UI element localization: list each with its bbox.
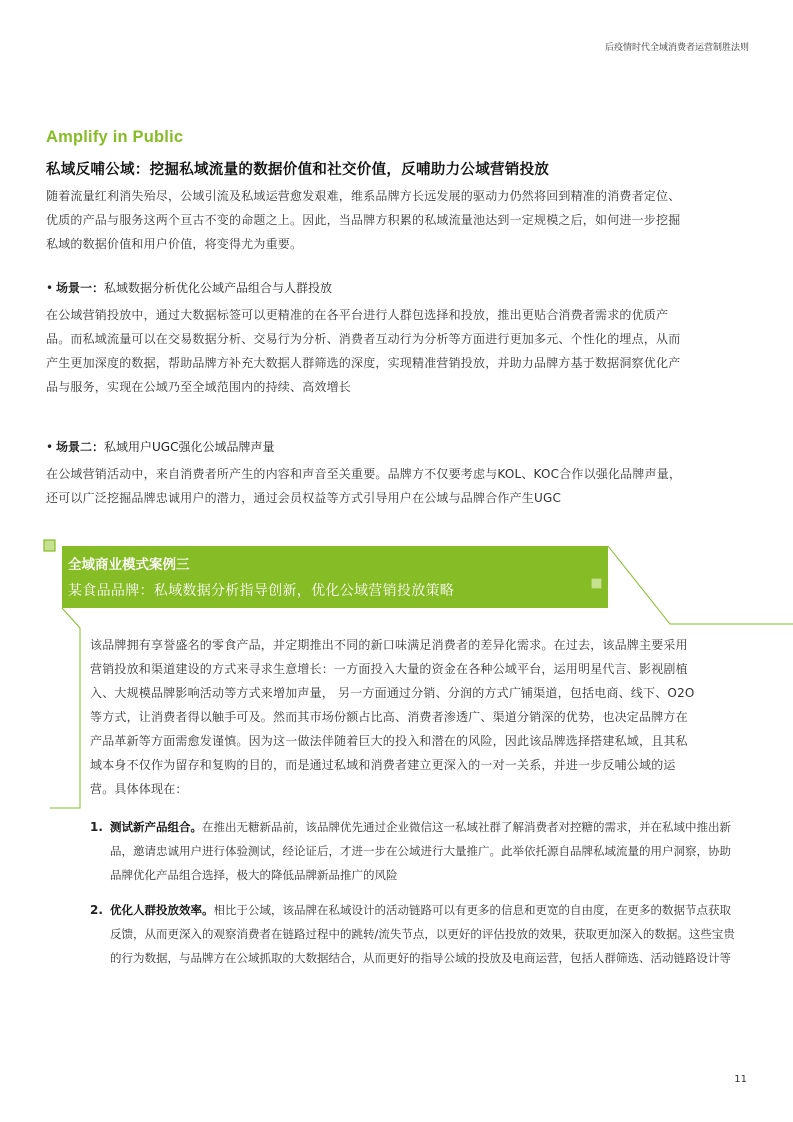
case-line: 营。具体体现在： [90, 782, 188, 796]
case-corner-square [44, 540, 55, 551]
item-body: 相比于公域，该品牌在私域设计的活动链路可以有更多的信息和更宽的自由度，在更多的数据节点获取反馈，从而更深入的观察消费者在链路过程中的跳转/流失节点，以更好的评估投放的效果，获取更加深入的数据。这些宝贵的行为数据，与品牌方在公域抓取的大数据结合，从而更好的指导公域的投放及电商运营，包括人群筛选、活动链路设计等 [110, 903, 735, 965]
case-right-line [608, 546, 793, 624]
case-line: 入、大规模品牌影响活动等方式来增加声量， 另一方面通过分销、分润的方式广铺渠道，包括电商、线下、O2O [90, 686, 695, 700]
case-line: 产品革新等方面需愈发谨慎。因为这一做法伴随着巨大的投入和潜在的风险，因此该品牌选择搭建私域，且其私 [90, 734, 688, 748]
case-line: 该品牌拥有享誉盛名的零食产品，并定期推出不同的新口味满足消费者的差异化需求。在过去，该品牌主要采用 [90, 638, 688, 652]
item-text [110, 898, 742, 970]
case-line: 营销投放和渠道建设的方式来寻求生意增长：一方面投入大量的资金在各种公域平台，运用明星代言、影视剧植 [90, 662, 688, 676]
item-number: 2. [90, 903, 103, 917]
scene-label: 场景二： [56, 440, 105, 454]
scene-line: 在公域营销投放中，通过大数据标签可以更精准的在各平台进行人群包选择和投放，推出更贴合消费者需求的优质产 [46, 308, 669, 322]
case-body [90, 633, 695, 801]
scene-line: 产生更加深度的数据，帮助品牌方补充大数据人群筛选的深度，实现精准营销投放，并助力品牌方基于数据洞察优化产 [46, 356, 681, 370]
scene-title: 私域数据分析优化公域产品组合与人群投放 [104, 281, 333, 295]
item-bold: 优化人群投放效率。 [110, 903, 214, 917]
scene-line: 在公域营销活动中，来自消费者所产生的内容和声音至关重要。品牌方不仅要考虑与KOL、KOC合作以强化品牌声量， [46, 467, 682, 481]
case-left-line [50, 608, 80, 808]
item-bold: 测试新产品组合。 [110, 820, 202, 834]
item-body: 在推出无糖新品前，该品牌优先通过企业微信这一私域社群了解消费者对控糖的需求，并在私域中推出新品，邀请忠诚用户进行体验测试，经论证后，才进一步在公域进行大量推广。此举依托源自品牌私域流量的用户洞察，协助品牌优化产品组合选择，极大的降低品牌新品推广的风险 [110, 820, 731, 882]
case-label: 全域商业模式案例三 [68, 557, 190, 573]
bullet-icon: • [46, 281, 54, 295]
case-line: 域本身不仅作为留存和复购的目的，而是通过私域和消费者建立更深入的一对一关系，并进一步反哺公域的运 [90, 758, 676, 772]
scene-line: 品。而私域流量可以在交易数据分析、交易行为分析、消费者互动行为分析等方面进行更加多元、个性化的埋点，从而 [46, 332, 681, 346]
scene-title: 私域用户UGC强化公域品牌声量 [104, 440, 275, 454]
scene-label: 场景一： [56, 281, 105, 295]
case-line: 等方式，让消费者得以触手可及。然而其市场份额占比高、消费者渗透广、渠道分销深的优势，也决定品牌方在 [90, 710, 688, 724]
item-number: 1. [90, 820, 103, 834]
section-title: Amplify in Public [46, 128, 184, 146]
bullet-icon: • [46, 440, 54, 454]
scene-line: 还可以广泛挖掘品牌忠诚用户的潜力，通过会员权益等方式引导用户在公域与品牌合作产生UGC [46, 491, 562, 505]
case-title: 某食品品牌：私域数据分析指导创新，优化公域营销投放策略 [68, 583, 455, 599]
item-text [110, 815, 742, 887]
scene-line: 品与服务，实现在公域乃至全域范围内的持续、高效增长 [46, 380, 352, 394]
intro-line: 优质的产品与服务这两个亘古不变的命题之上。因此，当品牌方积累的私域流量池达到一定规模之后，如何进一步挖掘 [46, 213, 681, 227]
section-headline: 私域反哺公域：挖掘私域流量的数据价值和社交价值，反哺助力公域营销投放 [46, 162, 550, 178]
intro-line: 随着流量红利消失殆尽，公域引流及私域运营愈发艰难，维系品牌方长远发展的驱动力仍然将回到精准的消费者定位、 [46, 189, 681, 203]
intro-line: 私域的数据价值和用户价值，将变得尤为重要。 [46, 237, 303, 251]
case-right-square [591, 578, 602, 589]
running-header: 后疫情时代全域消费者运营制胜法则 [604, 43, 749, 53]
page-number: 11 [734, 1074, 747, 1085]
